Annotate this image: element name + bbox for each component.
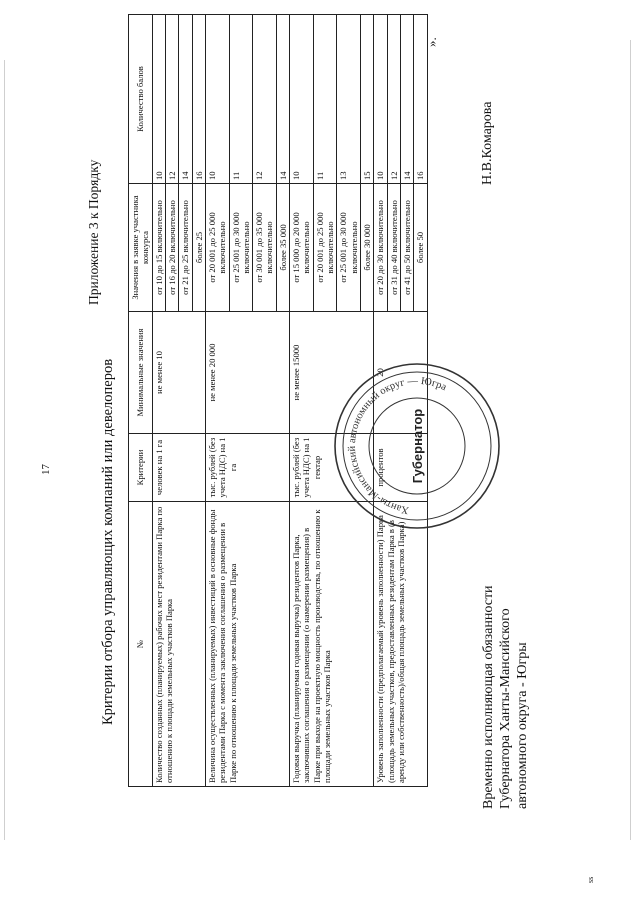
points-cell: 16	[414, 15, 427, 184]
points-cell: 12	[165, 15, 178, 184]
document-title: Критерии отбора управляющих компаний или девелоперов	[100, 358, 116, 725]
value-range: от 30 001 до 35 000 включительно	[253, 184, 277, 312]
page-number: 17	[40, 464, 52, 475]
header-min-values: Минимальные значения	[129, 312, 153, 434]
criterion-unit: тыс. рублей (без учета НДС) на 1 га	[205, 434, 289, 502]
criterion-unit: человек на 1 га	[152, 434, 205, 502]
criterion-description: Годовая выручка (планируемая годовая выручка) резидентов Парка, заключивших соглашения о размещении (о намерении размещения) в Парке при выходе на проектную мощность производства, по отношению к площади земельных участков Парка	[290, 502, 374, 787]
points-cell: 14	[400, 15, 413, 184]
header-application-values: Значения в заявке участника конкурса	[129, 184, 153, 312]
criterion-min-value: не менее 10	[152, 312, 205, 434]
value-range: более 50	[414, 184, 427, 312]
signature-line: Губернатора Ханты-Мансийского	[498, 608, 514, 809]
value-range: от 20 до 30 включительно	[374, 184, 387, 312]
points-cell: 15	[360, 15, 373, 184]
value-range: от 31 до 40 включительно	[387, 184, 400, 312]
points-cell: 10	[152, 15, 165, 184]
criterion-min-value: не менее 20 000	[205, 312, 289, 434]
value-range: от 10 до 15 включительно	[152, 184, 165, 312]
points-cell: 10	[374, 15, 387, 184]
signature-line: автономного округа - Югры	[515, 642, 531, 809]
points-cell: 11	[313, 15, 337, 184]
value-range: от 41 до 50 включительно	[400, 184, 413, 312]
points-cell: 14	[276, 15, 289, 184]
points-cell: 12	[253, 15, 277, 184]
value-range: более 35 000	[276, 184, 289, 312]
signatory-name: Н.В.Комарова	[480, 101, 495, 185]
points-cell: 11	[229, 15, 253, 184]
value-range: более 30 000	[360, 184, 373, 312]
value-range: от 15 000 до 20 000 включительно	[290, 184, 314, 312]
closing-quote: ».	[424, 37, 439, 47]
points-cell: 16	[192, 15, 205, 184]
points-cell: 10	[290, 15, 314, 184]
value-range: от 25 001 до 30 000 включительно	[337, 184, 361, 312]
value-range: от 21 до 25 включительно	[179, 184, 192, 312]
value-range: от 16 до 20 включительно	[165, 184, 178, 312]
header-criteria: Критерии	[129, 434, 153, 502]
criterion-description: Уровень заполненности (предполагаемый уровень заполненности) Парка (площадь земельных участков, предоставленных резидентам Парка в (в аренду или собственность)/общая площадь земельных участков Парка)	[374, 502, 427, 787]
value-range: более 25	[192, 184, 205, 312]
table-row	[290, 15, 314, 787]
table-row	[152, 15, 165, 787]
criterion-min-value: 20	[374, 312, 427, 434]
table-row	[205, 15, 229, 787]
header-number: №	[129, 502, 153, 787]
points-cell: 13	[337, 15, 361, 184]
signature-block	[480, 585, 531, 809]
official-seal	[330, 359, 504, 533]
criterion-unit: тыс. рублей (без учета НДС) на 1 гектар	[290, 434, 374, 502]
appendix-label: Приложение 3 к Порядку	[86, 159, 101, 305]
value-range: от 20 001 до 25 000 включительно	[205, 184, 229, 312]
document-code: ss	[586, 876, 595, 883]
points-cell: 10	[205, 15, 229, 184]
points-cell: 12	[387, 15, 400, 184]
value-range: от 20 001 до 25 000 включительно	[313, 184, 337, 312]
seal-ring-textpath: Ханты-Мансийский автономный округ — Югра	[346, 375, 449, 516]
signature-line: Временно исполняющая обязанности	[481, 585, 496, 809]
points-cell: 14	[179, 15, 192, 184]
criterion-description: Величина осуществленных (планируемых) инвестиций в основные фонды резидентами Парка с момента заключения соглашения о размещении в Парке по отношению к площади земельных участков Парка	[205, 502, 289, 787]
seal-center-text: Губернатор	[410, 408, 425, 484]
criterion-unit: процентов	[374, 434, 427, 502]
value-range: от 25 001 до 30 000 включительно	[229, 184, 253, 312]
criterion-description: Количество созданных (планируемых) рабочих мест резидентами Парка по отношению к площади земельных участков Парка	[152, 502, 205, 787]
criterion-min-value: не менее 15000	[290, 312, 374, 434]
header-points: Количество балов	[129, 15, 153, 184]
table-header-row	[129, 15, 153, 787]
